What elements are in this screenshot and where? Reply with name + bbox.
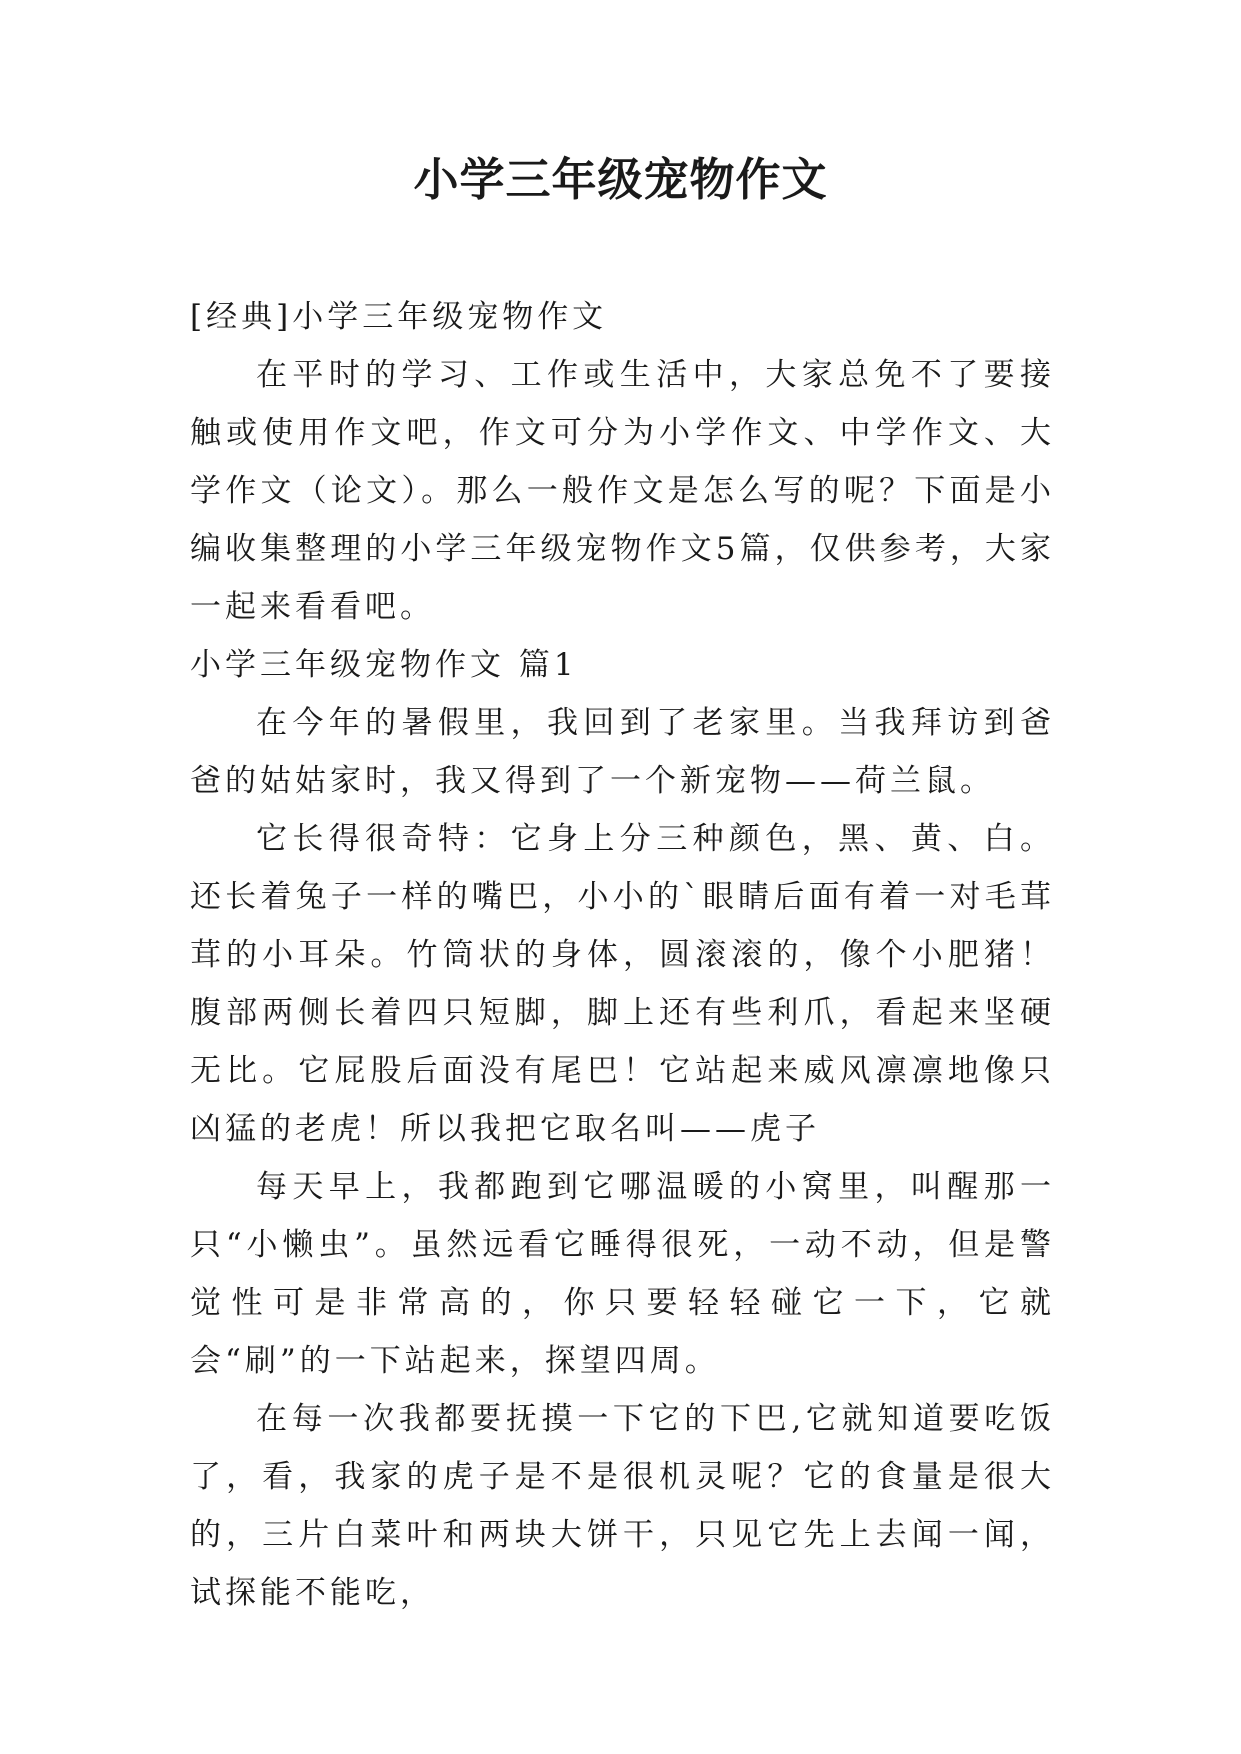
paragraph-subtitle: [经典]小学三年级宠物作文 (190, 299, 608, 335)
section-heading: 小学三年级宠物作文 篇1 (190, 647, 578, 683)
document-title: 小学三年级宠物作文 (413, 153, 828, 206)
paragraph: 在每一次我都要抚摸一下它的下巴,它就知道要吃饭了，看，我家的虎子是不是很机灵呢？它的食量是很大的，三片白菜叶和两块大饼干，只见它先上去闻一闻，试探能不能吃， (190, 1401, 1055, 1611)
paragraph-intro: 在平时的学习、工作或生活中，大家总免不了要接触或使用作文吧，作文可分为小学作文、中学作文、大学作文（论文）。那么一般作文是怎么写的呢？下面是小编收集整理的小学三年级宠物作文5篇，仅供参考，大家一起来看看吧。 (190, 357, 1055, 625)
paragraph: 在今年的暑假里，我回到了老家里。当我拜访到爸爸的姑姑家时，我又得到了一个新宠物——荷兰鼠。 (190, 705, 1055, 799)
paragraph: 每天早上，我都跑到它哪温暖的小窝里，叫醒那一只“小懒虫”。虽然远看它睡得很死，一动不动，但是警觉性可是非常高的，你只要轻轻碰它一下，它就会“刷”的一下站起来，探望四周。 (190, 1169, 1055, 1379)
paragraph: 它长得很奇特：它身上分三种颜色，黑、黄、白。还长着兔子一样的嘴巴，小小的`眼睛后面有着一对毛茸茸的小耳朵。竹筒状的身体，圆滚滚的，像个小肥猪！腹部两侧长着四只短脚，脚上还有些利爪，看起来坚硬无比。它屁股后面没有尾巴！它站起来威风凛凛地像只凶猛的老虎！所以我把它取名叫——虎子 (190, 821, 1055, 1147)
document-body (190, 288, 1055, 1622)
